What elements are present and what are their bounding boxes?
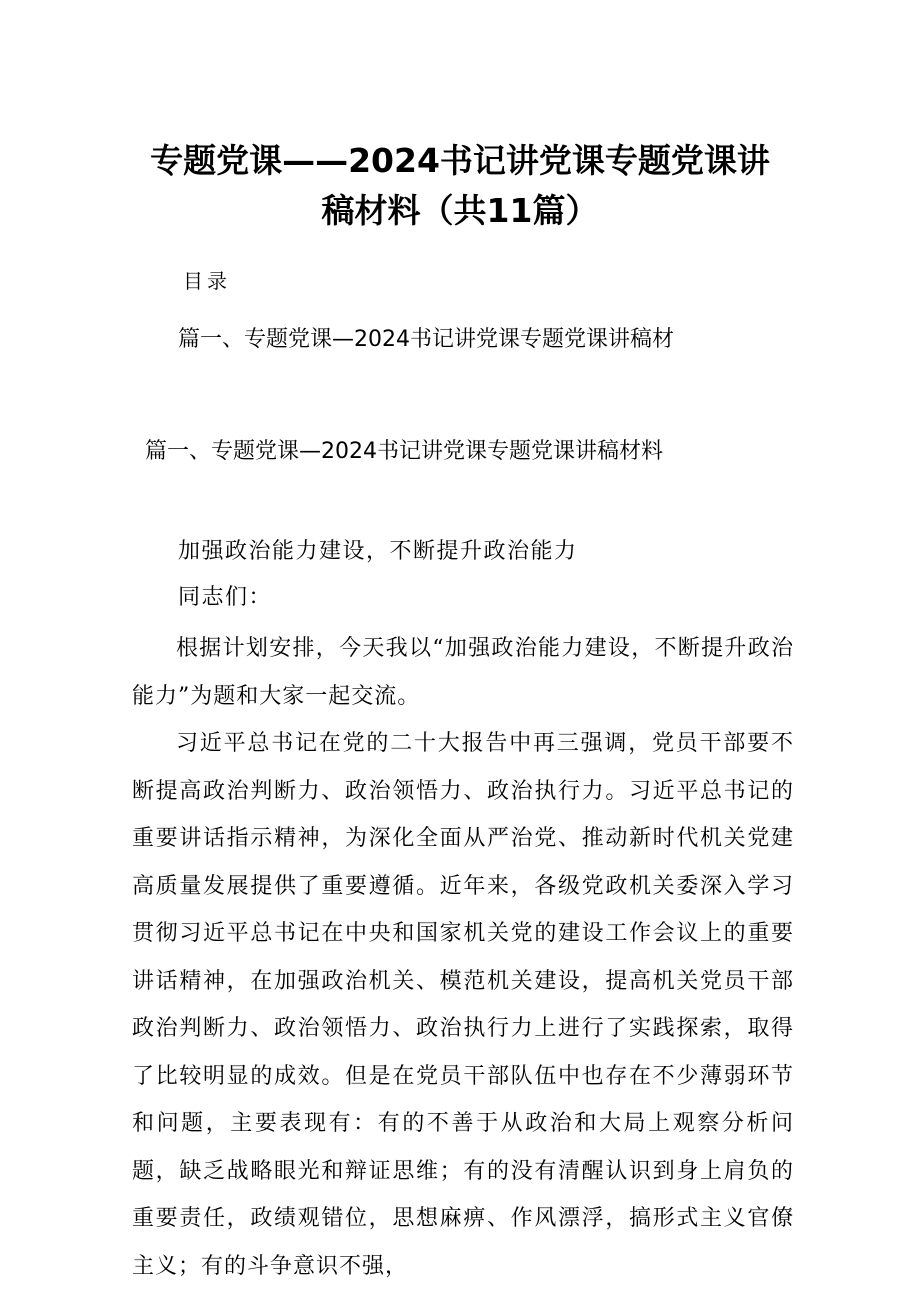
document-title-line-2: 稿材料（共11篇） bbox=[321, 191, 599, 230]
section-heading: 篇一、专题党课—2024书记讲党课专题党课讲稿材料 bbox=[145, 439, 663, 464]
toc-label: 目录 bbox=[183, 269, 231, 293]
speech-subtitle: 加强政治能力建设，不断提升政治能力 bbox=[178, 539, 578, 564]
salutation: 同志们： bbox=[178, 585, 273, 610]
body-paragraph: 习近平总书记在党的二十大报告中再三强调，党员干部要不断提高政治判断力、政治领悟力、政治执行力。习近平总书记的重要讲话指示精神，为深化全面从严治党、推动新时代机关党建高质量发展提供了重要遵循。近年来，各级党政机关委深入学习贯彻习近平总书记在中央和国家机关党的建设工作会议上的重要讲话精神，在加强政治机关、模范机关建设，提高机关党员干部政治判断力、政治领悟力、政治执行力上进行了实践探索，取得了比较明显的成效。但是在党员干部队伍中也存在不少薄弱环节和问题，主要表现有：有的不善于从政治和大局上观察分析问题，缺乏战略眼光和辩证思维；有的没有清醒认识到身上肩负的重要责任，政绩观错位，思想麻痹、作风漂浮，搞形式主义官僚主义；有的斗争意识不强， bbox=[132, 731, 794, 1279]
document-title-line-1: 专题党课——2024书记讲党课专题党课讲 bbox=[150, 141, 770, 180]
body-text bbox=[132, 625, 794, 1290]
body-paragraph: 根据计划安排，今天我以“加强政治能力建设，不断提升政治能力”为题和大家一起交流。 bbox=[132, 636, 794, 709]
toc-entry[interactable]: 篇一、专题党课—2024书记讲党课专题党课讲稿材 bbox=[178, 327, 674, 352]
